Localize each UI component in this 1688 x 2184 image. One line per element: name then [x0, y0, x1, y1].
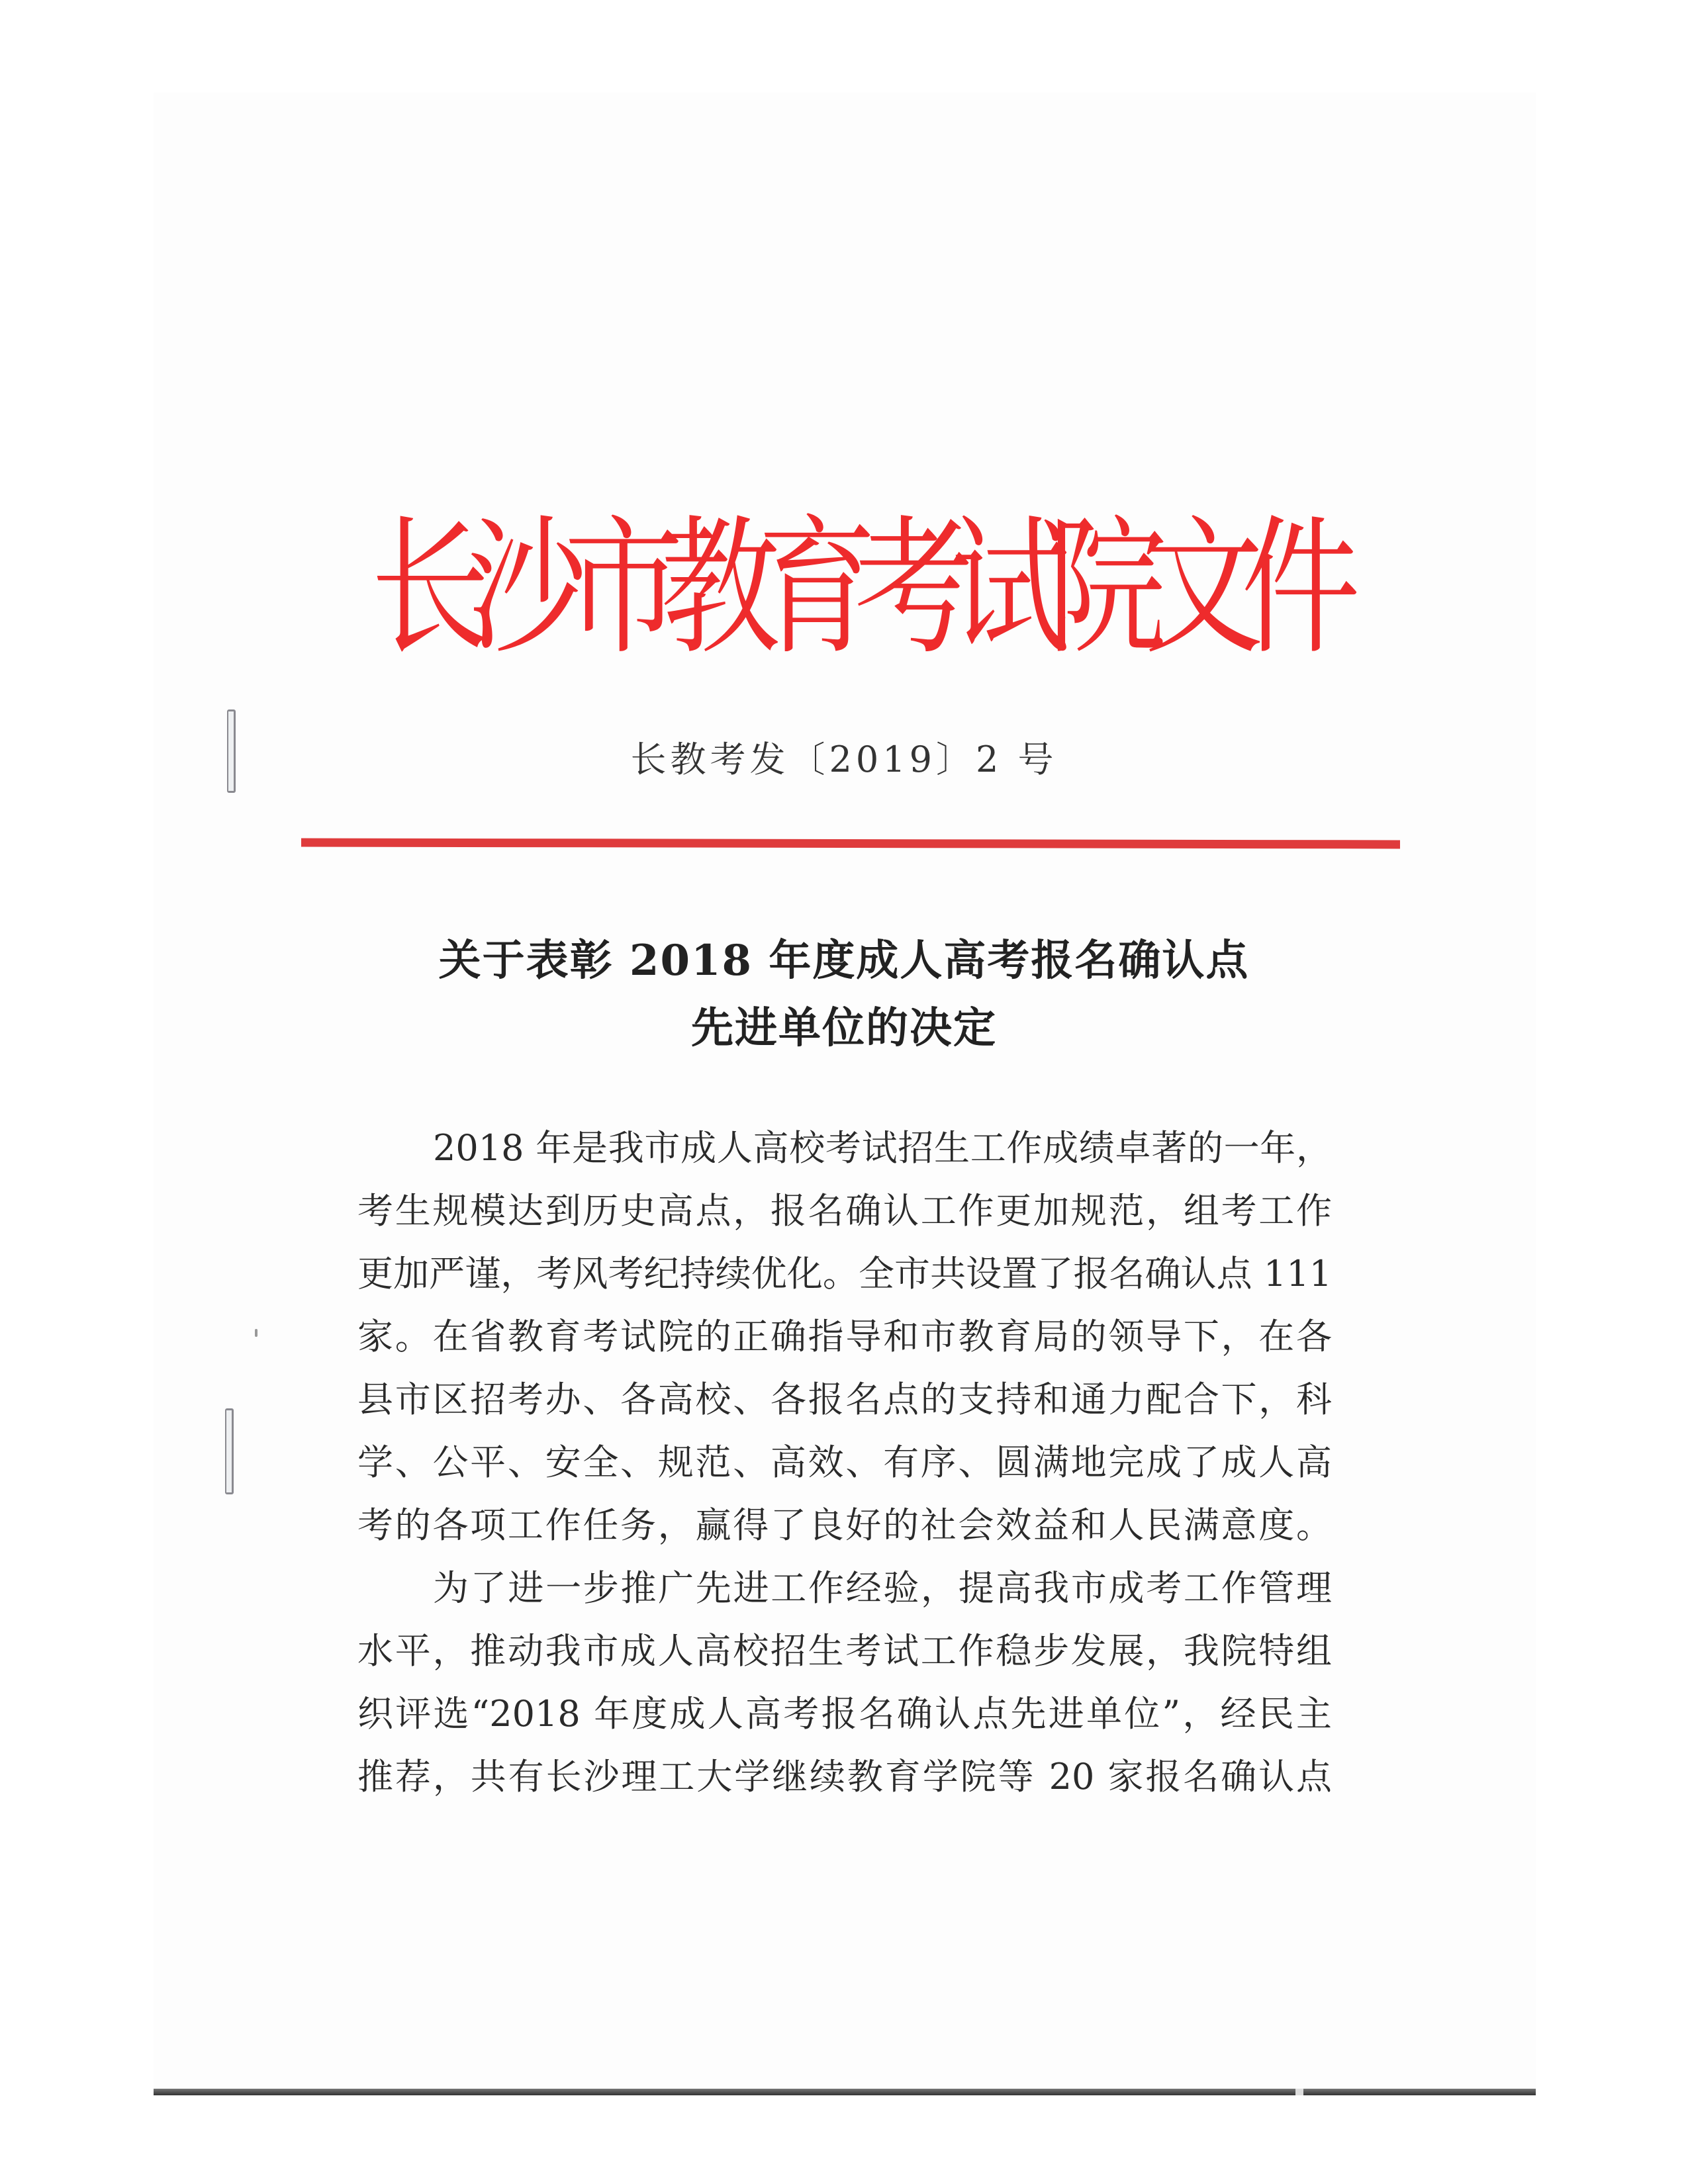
masthead-char: 育: [757, 502, 877, 675]
document-title-line-2: 先进单位的决定: [691, 1003, 997, 1053]
page-bottom-edge: [154, 2089, 1536, 2095]
document-number: 长教考发〔2019〕2 号: [630, 739, 1058, 780]
masthead-char: 文: [1144, 502, 1264, 675]
staple-mark-bottom: [225, 1408, 234, 1494]
body-line: 家。在省教育考试院的正确指导和市教育局的领导下，在各: [357, 1316, 1332, 1357]
body-line: 2018 年是我市成人高校考试招生工作成绩卓著的一年，: [433, 1127, 1332, 1169]
masthead-char: 件: [1241, 502, 1360, 675]
body-line: 县市区招考办、各高校、各报名点的支持和通力配合下，科: [357, 1379, 1332, 1420]
body-line: 考的各项工作任务，赢得了良好的社会效益和人民满意度。: [357, 1504, 1332, 1546]
masthead-char: 市: [564, 502, 684, 675]
masthead-char: 院: [1047, 502, 1167, 675]
body-line: 更加严谨，考风考纪持续优化。全市共设置了报名确认点 111: [357, 1253, 1332, 1295]
edge-notch: [1295, 2089, 1303, 2095]
masthead-char: 长: [371, 502, 491, 675]
masthead-char: 教: [661, 502, 780, 675]
masthead-char: 沙: [467, 502, 587, 675]
body-line: 水平，推动我市成人高校招生考试工作稳步发展，我院特组: [357, 1630, 1332, 1672]
document-title-line-1: 关于表彰 2018 年度成人高考报名确认点: [438, 936, 1250, 985]
scan-speck: [255, 1329, 258, 1337]
body-line: 为了进一步推广先进工作经验，提高我市成考工作管理: [433, 1567, 1332, 1609]
body-line: 考生规模达到历史高点，报名确认工作更加规范，组考工作: [357, 1190, 1332, 1232]
body-line: 织评选“2018 年度成人高考报名确认点先进单位”，经民主: [357, 1693, 1332, 1735]
masthead-char: 考: [854, 502, 974, 675]
red-masthead: [371, 502, 1360, 675]
masthead-char: 试: [951, 502, 1070, 675]
body-line: 学、公平、安全、规范、高效、有序、圆满地完成了成人高: [357, 1441, 1332, 1483]
body-line: 推荐，共有长沙理工大学继续教育学院等 20 家报名确认点: [357, 1756, 1332, 1797]
